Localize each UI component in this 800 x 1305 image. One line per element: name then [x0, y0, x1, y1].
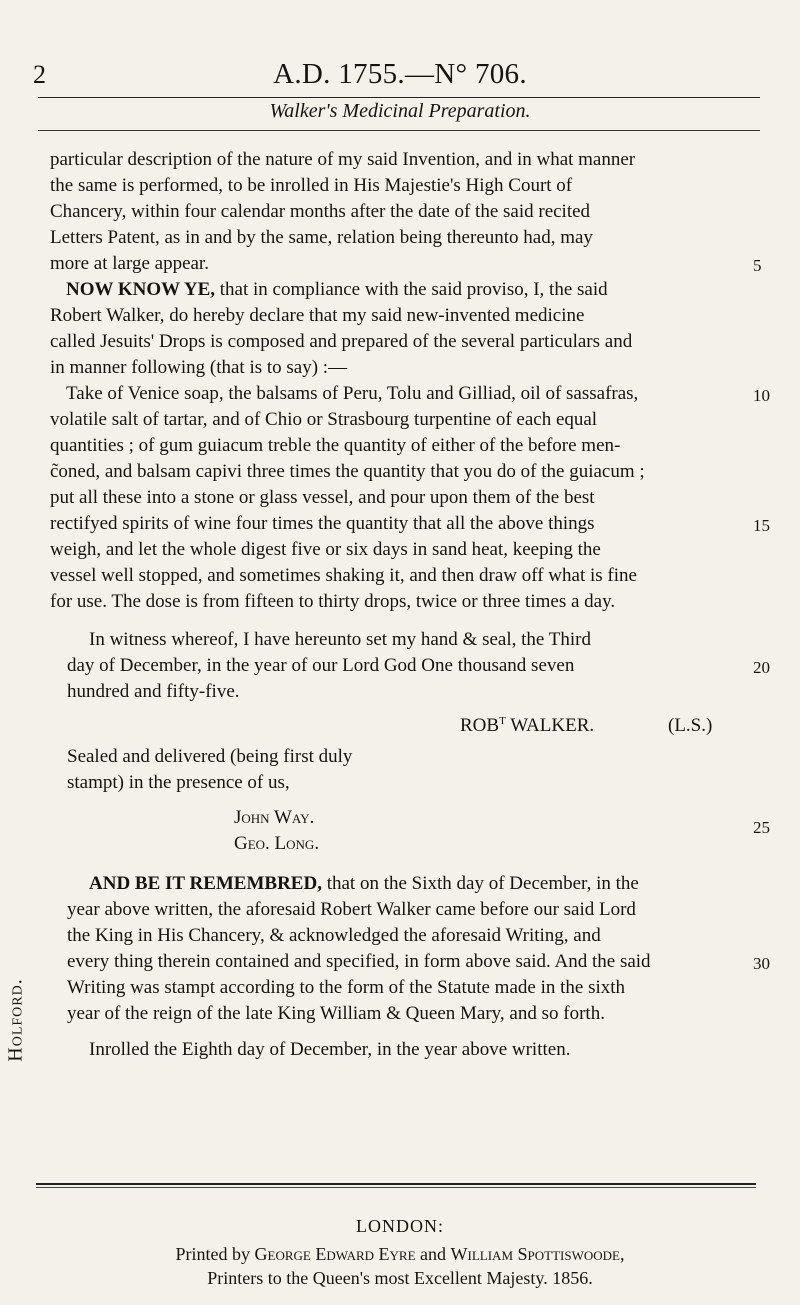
- body-line: weigh, and let the whole digest five or six days in sand heat, keeping the: [50, 539, 601, 560]
- line-number: 20: [753, 658, 770, 677]
- line-number: 15: [753, 516, 770, 535]
- page-number: 2: [33, 60, 46, 89]
- body-line: stampt) in the presence of us,: [67, 772, 290, 793]
- body-line: put all these into a stone or glass vessel, and pour upon them of the best: [50, 487, 595, 508]
- body-line: the King in His Chancery, & acknowledged the aforesaid Writing, and: [67, 925, 601, 946]
- witness-name: Geo. Long.: [234, 833, 320, 854]
- printer-name: William Spottiswoode,: [450, 1244, 625, 1264]
- body-line: particular description of the nature of my said Invention, and in what manner: [50, 149, 636, 170]
- body-line: [89, 874, 639, 893]
- body-line: Sealed and delivered (being first duly: [67, 746, 353, 767]
- seal-mark: (L.S.): [668, 715, 713, 736]
- body-line: year above written, the aforesaid Robert Walker came before our said Lord: [67, 899, 636, 920]
- line-number: 30: [753, 954, 770, 973]
- body-line: volatile salt of tartar, and of Chio or Strasbourg turpentine of each equal: [50, 409, 598, 430]
- section-title: Walker's Medicinal Preparation.: [269, 100, 531, 122]
- body-line: Robert Walker, do hereby declare that my said new-invented medicine: [50, 305, 585, 326]
- body-line: day of December, in the year of our Lord God One thousand seven: [67, 655, 575, 676]
- body-line: vessel well stopped, and sometimes shaking it, and then draw off what is fine: [50, 565, 637, 586]
- title-rule: [38, 130, 760, 131]
- body-line: quantities ; of gum guiacum treble the quantity of either of the before men-: [50, 435, 621, 456]
- body-line: hundred and fifty-five.: [67, 681, 240, 702]
- witness-name: John Way.: [234, 807, 315, 828]
- signature: [460, 716, 594, 735]
- body-line: rectifyed spirits of wine four times the quantity that all the above things: [50, 513, 595, 534]
- footer-rule: [36, 1183, 756, 1185]
- footer-rule-thin: [36, 1187, 756, 1188]
- body-line: Letters Patent, as in and by the same, relation being thereunto had, may: [50, 227, 593, 248]
- signature-name: ROB: [460, 715, 500, 736]
- body-line: for use. The dose is from fifteen to thirty drops, twice or three times a day.: [50, 591, 616, 612]
- line-number: 5: [753, 256, 762, 275]
- body-line: In witness whereof, I have hereunto set my hand & seal, the Third: [89, 629, 591, 650]
- printer-name: George Edward Eyre: [254, 1244, 416, 1264]
- body-text: that in compliance with the said proviso, I, the said: [215, 279, 608, 300]
- body-line: in manner following (that is to say) :—: [50, 357, 348, 378]
- body-line: called Jesuits' Drops is composed and prepared of the several particulars and: [50, 331, 633, 352]
- now-know-ye-lead: NOW KNOW YE,: [66, 279, 216, 300]
- body-line: [66, 280, 608, 299]
- inrolment-line: Inrolled the Eighth day of December, in the year above written.: [89, 1039, 571, 1060]
- body-text: that on the Sixth day of December, in the: [321, 873, 639, 894]
- header-rule: [38, 97, 760, 98]
- body-line: every thing therein contained and specified, in form above said. And the said: [67, 951, 651, 972]
- body-line: the same is performed, to be inrolled in His Majestie's High Court of: [50, 175, 573, 196]
- line-number: 25: [753, 818, 770, 837]
- body-line: more at large appear.: [50, 253, 209, 274]
- imprint-city: LONDON:: [356, 1216, 444, 1236]
- imprint-text: Printed by: [175, 1244, 255, 1264]
- signature-superscript: T: [499, 715, 506, 727]
- body-line: Writing was stampt according to the form of the Statute made in the sixth: [67, 977, 626, 998]
- body-line: Chancery, within four calendar months after the date of the said recited: [50, 201, 591, 222]
- signature-surname: WALKER.: [505, 715, 595, 736]
- imprint-printers: [0, 1244, 800, 1265]
- running-head: A.D. 1755.—N° 706.: [273, 58, 527, 90]
- imprint-text: and: [415, 1244, 451, 1264]
- line-number: 10: [753, 386, 770, 405]
- imprint-line: Printers to the Queen's most Excellent Majesty. 1856.: [207, 1268, 593, 1288]
- body-line: c̃oned, and balsam capivi three times the quantity that you do of the guiacum ;: [50, 461, 645, 482]
- remembered-lead: AND BE IT REMEMBRED,: [89, 873, 322, 894]
- side-note-holford: Holford.: [4, 978, 27, 1062]
- body-line: year of the reign of the late King William & Queen Mary, and so forth.: [67, 1003, 605, 1024]
- body-line: Take of Venice soap, the balsams of Peru, Tolu and Gilliad, oil of sassafras,: [66, 383, 639, 404]
